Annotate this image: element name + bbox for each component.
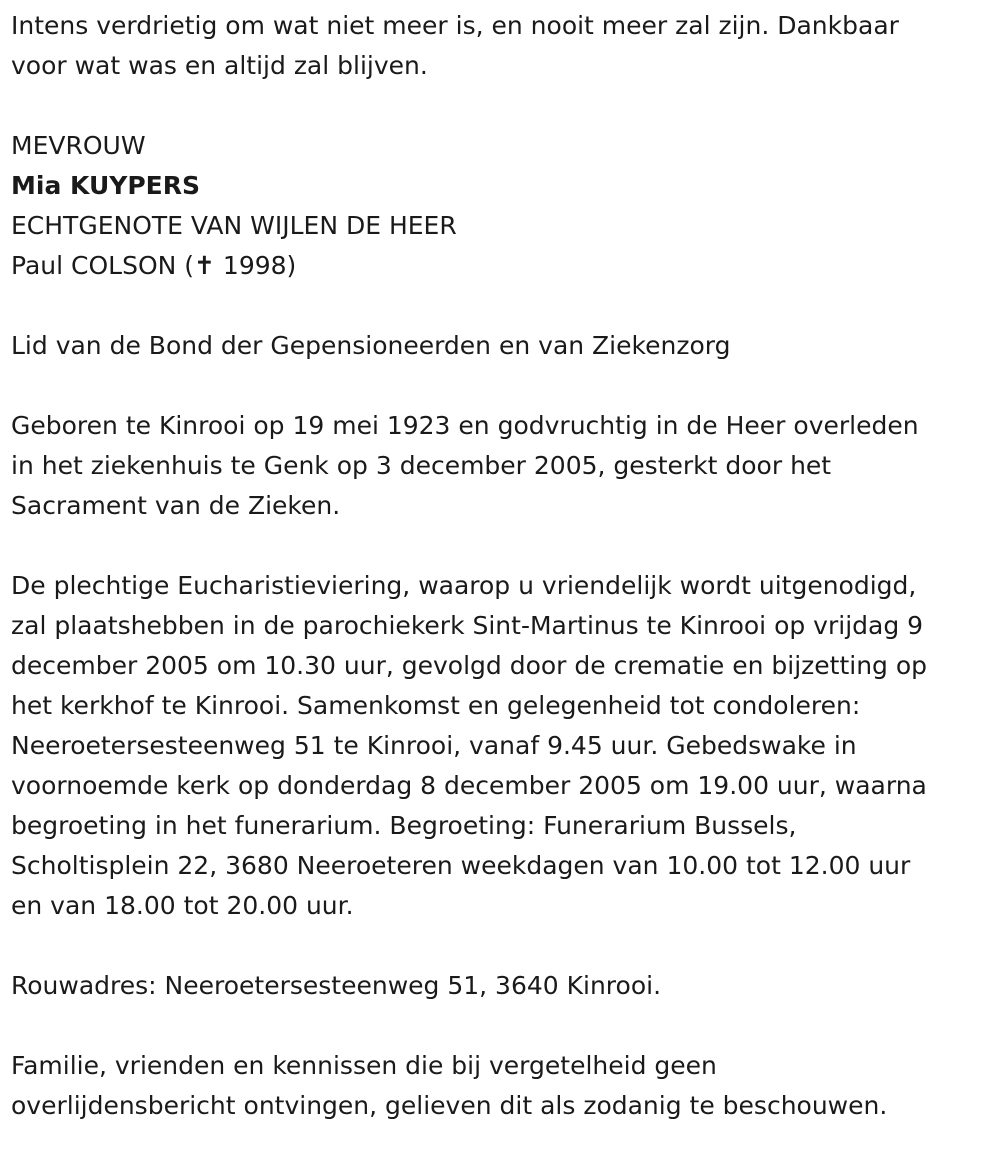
ceremony-line: zal plaatshebben in de parochiekerk Sint-Martinus te Kinrooi op vrijdag 9 (11, 611, 924, 640)
ceremony-line: Neeroetersesteenweg 51 te Kinrooi, vanaf 9.45 uur. Gebedswake in (11, 731, 857, 760)
deceased-title: MEVROUW (11, 131, 146, 160)
membership-text: Lid van de Bond der Gepensioneerden en van Ziekenzorg (11, 331, 731, 360)
spacer (11, 86, 991, 126)
deceased-spouse: Paul COLSON (✝ 1998) (11, 251, 297, 280)
ceremony-line: voornoemde kerk op donderdag 8 december 2005 om 19.00 uur, waarna (11, 771, 927, 800)
obituary-notice (11, 6, 991, 1126)
birth-death-line: in het ziekenhuis te Genk op 3 december 2005, gesterkt door het (11, 451, 832, 480)
closing-line: Familie, vrienden en kennissen die bij vergetelheid geen (11, 1051, 717, 1080)
ceremony-line: De plechtige Eucharistieviering, waarop u vriendelijk wordt uitgenodigd, (11, 571, 917, 600)
spacer (11, 526, 991, 566)
closing-line: overlijdensbericht ontvingen, gelieven dit als zodanig te beschouwen. (11, 1091, 888, 1120)
birth-death-line: Geboren te Kinrooi op 19 mei 1923 en godvruchtig in de Heer overleden (11, 411, 919, 440)
ceremony-line: het kerkhof te Kinrooi. Samenkomst en gelegenheid tot condoleren: (11, 691, 861, 720)
ceremony-line: Scholtisplein 22, 3680 Neeroeteren weekdagen van 10.00 tot 12.00 uur (11, 851, 911, 880)
spacer (11, 926, 991, 966)
ceremony-line: en van 18.00 tot 20.00 uur. (11, 891, 354, 920)
mourning-address: Rouwadres: Neeroetersesteenweg 51, 3640 Kinrooi. (11, 971, 662, 1000)
deceased-relation: ECHTGENOTE VAN WIJLEN DE HEER (11, 211, 457, 240)
intro-line-2: voor wat was en altijd zal blijven. (11, 51, 428, 80)
ceremony-line: begroeting in het funerarium. Begroeting: Funerarium Bussels, (11, 811, 797, 840)
spacer (11, 286, 991, 326)
spacer (11, 1006, 991, 1046)
spacer (11, 366, 991, 406)
intro-line-1: Intens verdrietig om wat niet meer is, en nooit meer zal zijn. Dankbaar (11, 11, 899, 40)
ceremony-line: december 2005 om 10.30 uur, gevolgd door de crematie en bijzetting op (11, 651, 928, 680)
birth-death-line: Sacrament van de Zieken. (11, 491, 341, 520)
deceased-name: Mia KUYPERS (11, 171, 201, 200)
